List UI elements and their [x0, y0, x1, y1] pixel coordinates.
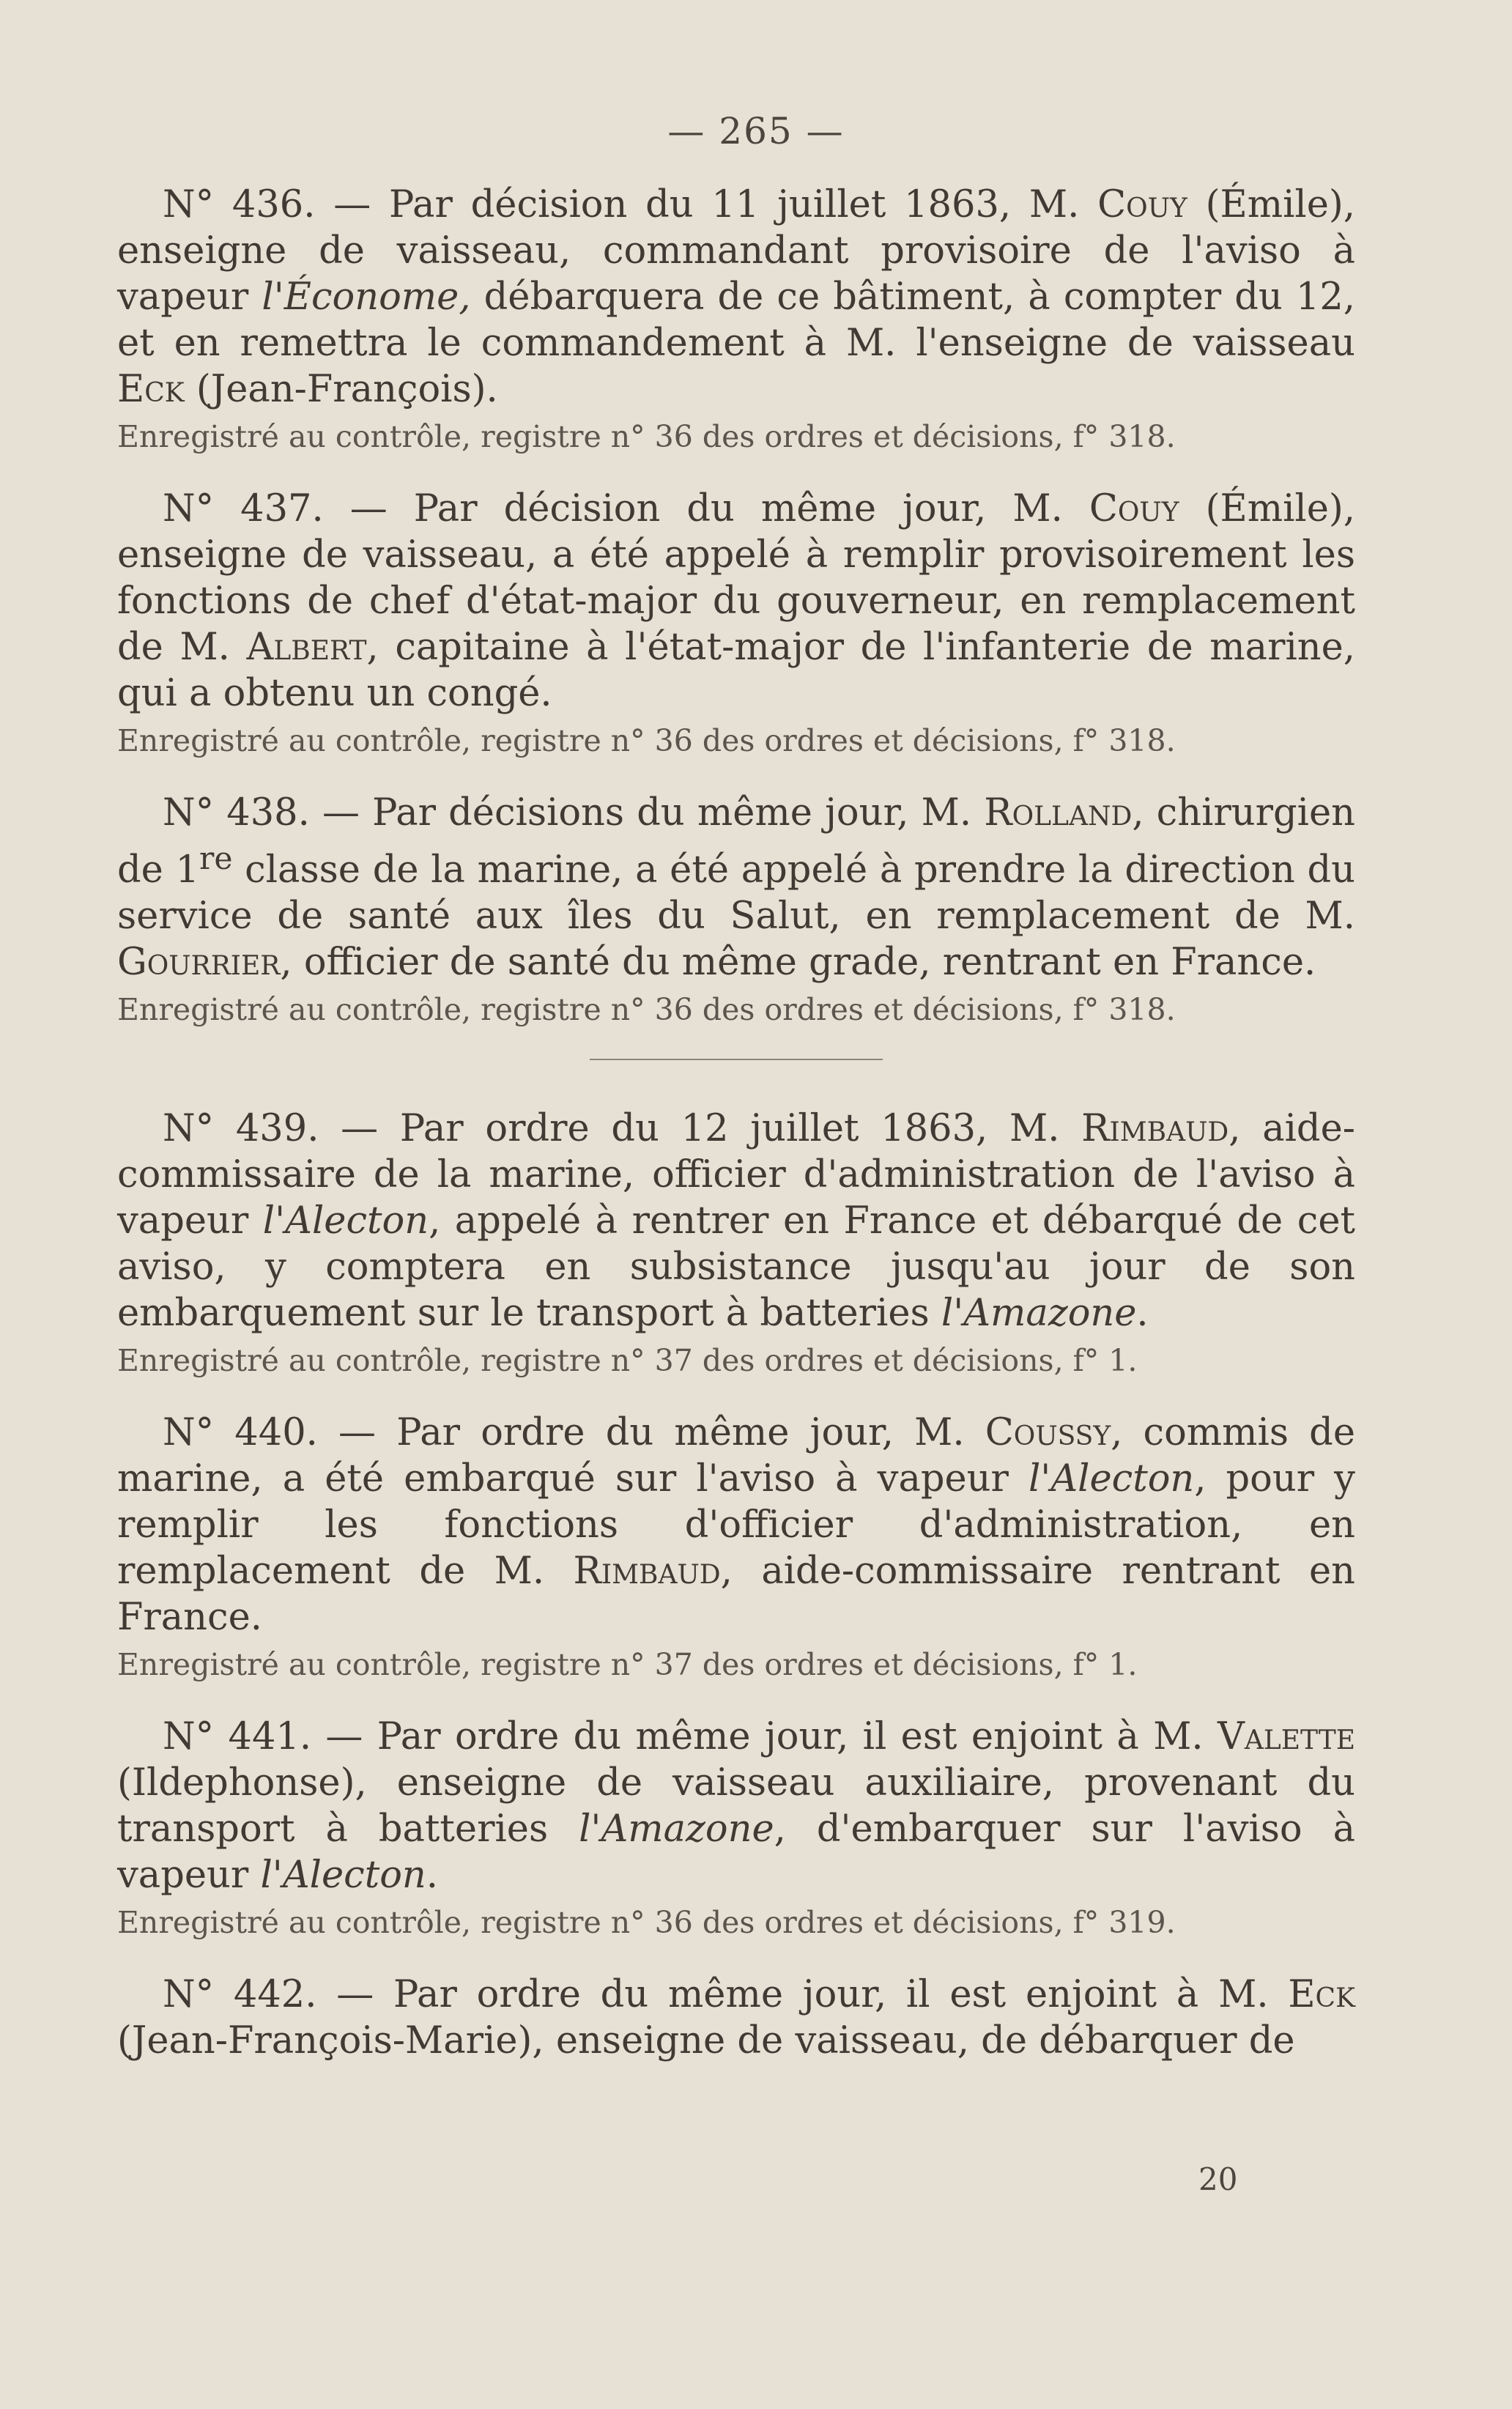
text-run: (Émile), enseigne de vaisseau, commandant provisoire de l'aviso à vapeur	[117, 183, 1355, 319]
registration-note: Enregistré au contrôle, registre n° 36 des ordres et décisions, f° 318.	[117, 992, 1176, 1027]
text-run: N° 438. — Par décisions du même jour, M.	[163, 791, 985, 835]
entry-text	[117, 1410, 1355, 1640]
page-number: — 265 —	[667, 110, 845, 152]
entry-text	[117, 486, 1355, 717]
person-name: Rolland	[984, 791, 1133, 835]
text-run: débarquera de ce bâtiment, à compter du 12, et en remettra le commandement à M. l'enseigne de vaisseau	[117, 275, 1356, 365]
ship-name: l'Alecton	[262, 1199, 429, 1243]
registration-note: Enregistré au contrôle, registre n° 36 des ordres et décisions, f° 318.	[117, 419, 1176, 454]
person-name: Valette	[1218, 1715, 1355, 1758]
entry-442	[117, 1972, 1355, 2064]
text-run: , appelé à rentrer en France et débarqué de cet aviso, y comptera en subsistance jusqu'au jour de son embarquement sur le transport à batteries	[117, 1199, 1355, 1335]
entry-438	[117, 790, 1355, 1029]
text-run: (Jean-François-Marie), enseigne de vaisseau, de débarquer de	[117, 2019, 1295, 2062]
text-run: , d'embarquer sur l'aviso à vapeur	[117, 1807, 1355, 1897]
registration-note: Enregistré au contrôle, registre n° 37 des ordres et décisions, f° 1.	[117, 1343, 1138, 1378]
ship-name: l'Alecton	[1028, 1457, 1195, 1500]
person-name: Couy	[1097, 183, 1187, 226]
text-run: , capitaine à l'état-major de l'infanterie de marine, qui a obtenu un congé.	[117, 626, 1356, 715]
registration-note: Enregistré au contrôle, registre n° 37 des ordres et décisions, f° 1.	[117, 1647, 1138, 1682]
person-name: Albert	[246, 626, 367, 669]
ship-name: l'Amazone	[579, 1807, 774, 1851]
person-name: Rimbaud	[573, 1550, 721, 1593]
entry-437	[117, 486, 1355, 761]
entry-text	[117, 1714, 1355, 1898]
text-run: N° 442. — Par ordre du même jour, il est enjoint à M.	[163, 1973, 1289, 2016]
text-run: (Émile), enseigne de vaisseau, a été appelé à remplir provisoirement les fonctions de chef d'état-major du gouverneur, en remplacement de M.	[117, 487, 1355, 669]
signature-mark: 20	[1198, 2161, 1238, 2197]
text-run: N° 439. — Par ordre du 12 juillet 1863, M.	[163, 1107, 1082, 1150]
text-run: (Ildephonse), enseigne de vaisseau auxiliaire, provenant du transport à batteries	[117, 1761, 1355, 1851]
entry-text	[117, 1106, 1355, 1336]
entry-441	[117, 1714, 1355, 1942]
text-run: N° 436. — Par décision du 11 juillet 1863, M.	[163, 183, 1098, 226]
text-run: , aide-commissaire rentrant en France.	[117, 1550, 1355, 1639]
person-name: Gourrier	[117, 941, 281, 984]
person-name: Eck	[117, 368, 185, 411]
text-run: N° 437. — Par décision du même jour, M.	[163, 487, 1089, 530]
person-name: Eck	[1288, 1973, 1355, 2016]
ship-name: l'Économe,	[262, 275, 471, 319]
text-run: , commis de marine, a été embarqué sur l'aviso à vapeur	[117, 1411, 1355, 1500]
text-run: , chirurgien de 1	[117, 791, 1355, 892]
text-run: .	[1136, 1292, 1149, 1335]
person-name: Rimbaud	[1081, 1107, 1229, 1150]
registration-note: Enregistré au contrôle, registre n° 36 des ordres et décisions, f° 319.	[117, 1905, 1176, 1940]
registration-note: Enregistré au contrôle, registre n° 36 des ordres et décisions, f° 318.	[117, 723, 1176, 758]
entry-text	[117, 1972, 1355, 2064]
text-run: (Jean-François).	[184, 368, 498, 411]
text-run: N° 441. — Par ordre du même jour, il est enjoint à M.	[163, 1715, 1218, 1758]
entry-text	[117, 182, 1355, 412]
text-run: , officier de santé du même grade, rentrant en France.	[280, 941, 1316, 984]
person-name: Couy	[1089, 487, 1179, 530]
person-name: Coussy	[985, 1411, 1111, 1454]
entry-439	[117, 1106, 1355, 1380]
text-run: re	[199, 841, 233, 877]
entry-436	[117, 182, 1355, 456]
text-run: , aide-commissaire de la marine, officier d'administration de l'aviso à vapeur	[117, 1107, 1355, 1243]
text-run: , pour y remplir les fonctions d'officier d'administration, en remplacement de M.	[117, 1457, 1355, 1593]
text-run: .	[426, 1854, 438, 1897]
entry-440	[117, 1410, 1355, 1684]
text-run: classe de la marine, a été appelé à prendre la direction du service de santé aux îles du Salut, en remplacement de M.	[117, 848, 1355, 938]
ship-name: l'Alecton	[260, 1854, 426, 1897]
section-divider	[590, 1059, 883, 1060]
entry-text	[117, 790, 1355, 985]
ship-name: l'Amazone	[941, 1292, 1137, 1335]
entries-list	[117, 182, 1355, 2093]
text-run: N° 440. — Par ordre du même jour, M.	[163, 1411, 985, 1454]
